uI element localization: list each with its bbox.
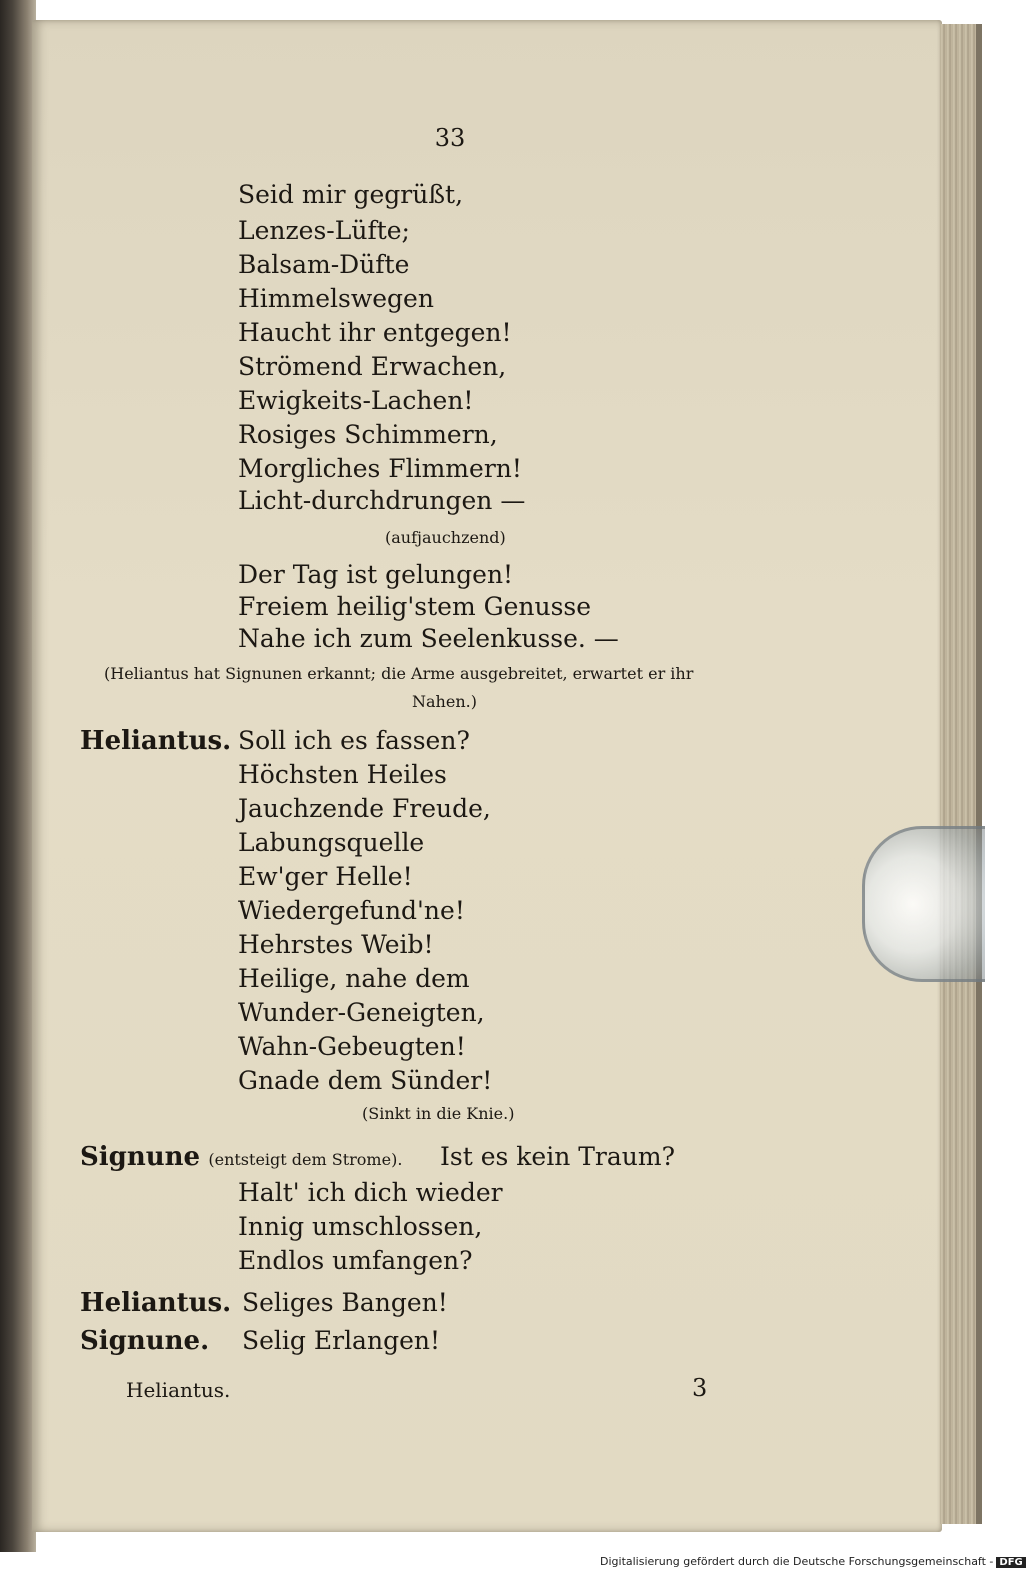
verse-line: Ewigkeits-Lachen! [238, 386, 474, 415]
verse-line: Lenzes-Lüfte; [238, 216, 410, 245]
stage-direction: (aufjauchzend) [385, 528, 506, 547]
digitization-credit [600, 1555, 1026, 1568]
verse-line: Jauchzende Freude, [238, 794, 491, 823]
verse-line: Endlos umfangen? [238, 1246, 473, 1275]
verse-line: Höchsten Heiles [238, 760, 447, 789]
book-binding [0, 0, 36, 1552]
verse-line: Morgliches Flimmern! [238, 454, 522, 483]
verse-line: Selig Erlangen! [242, 1326, 441, 1355]
verse-line: Gnade dem Sünder! [238, 1066, 493, 1095]
stage-direction: (Heliantus hat Signunen erkannt; die Arme ausgebreitet, erwartet er ihr [104, 664, 694, 683]
stage-direction: Nahen.) [412, 692, 477, 711]
verse-line: Innig umschlossen, [238, 1212, 483, 1241]
verse-line: Haucht ihr entgegen! [238, 318, 512, 347]
verse-line: Nahe ich zum Seelenkusse. — [238, 624, 619, 653]
footer-title: Heliantus. [126, 1378, 231, 1402]
verse-line: Balsam-Düfte [238, 250, 410, 279]
verse-line: Soll ich es fassen? [238, 726, 470, 755]
stage-direction: (entsteigt dem Strome). [208, 1150, 403, 1169]
verse-line: Der Tag ist gelungen! [238, 560, 514, 589]
footer-signature: 3 [692, 1374, 708, 1402]
verse-line: Himmelswegen [238, 284, 434, 313]
speaker-name: Heliantus. [80, 726, 232, 756]
verse-line: Ist es kein Traum? [440, 1142, 675, 1171]
speaker-name: Signune. [80, 1326, 210, 1356]
verse-line: Ew'ger Helle! [238, 862, 413, 891]
speaker-name: Signune [80, 1142, 201, 1172]
verse-line: Rosiges Schimmern, [238, 420, 498, 449]
credit-text: Digitalisierung gefördert durch die Deutsche Forschungsgemeinschaft - [600, 1555, 994, 1568]
verse-line: Seliges Bangen! [242, 1288, 448, 1317]
page-edges [940, 24, 982, 1524]
verse-line: Licht-durchdrungen — [238, 486, 526, 515]
verse-line: Labungsquelle [238, 828, 425, 857]
verse-line: Wunder-Geneigten, [238, 998, 485, 1027]
verse-line: Halt' ich dich wieder [238, 1178, 503, 1207]
page-number: 33 [434, 124, 466, 152]
speaker-name: Heliantus. [80, 1288, 232, 1318]
verse-line: Seid mir gegrüßt, [238, 180, 464, 209]
verse-line: Heilige, nahe dem [238, 964, 470, 993]
verse-line: Wiedergefund'ne! [238, 896, 465, 925]
clip-icon [862, 826, 985, 982]
speaker-line [80, 1142, 402, 1175]
verse-line: Freiem heilig'stem Genusse [238, 592, 592, 621]
verse-line: Hehrstes Weib! [238, 930, 434, 959]
stage-direction: (Sinkt in die Knie.) [362, 1104, 515, 1123]
verse-line: Wahn-Gebeugten! [238, 1032, 466, 1061]
verse-line: Strömend Erwachen, [238, 352, 507, 381]
dfg-logo: DFG [996, 1557, 1025, 1568]
